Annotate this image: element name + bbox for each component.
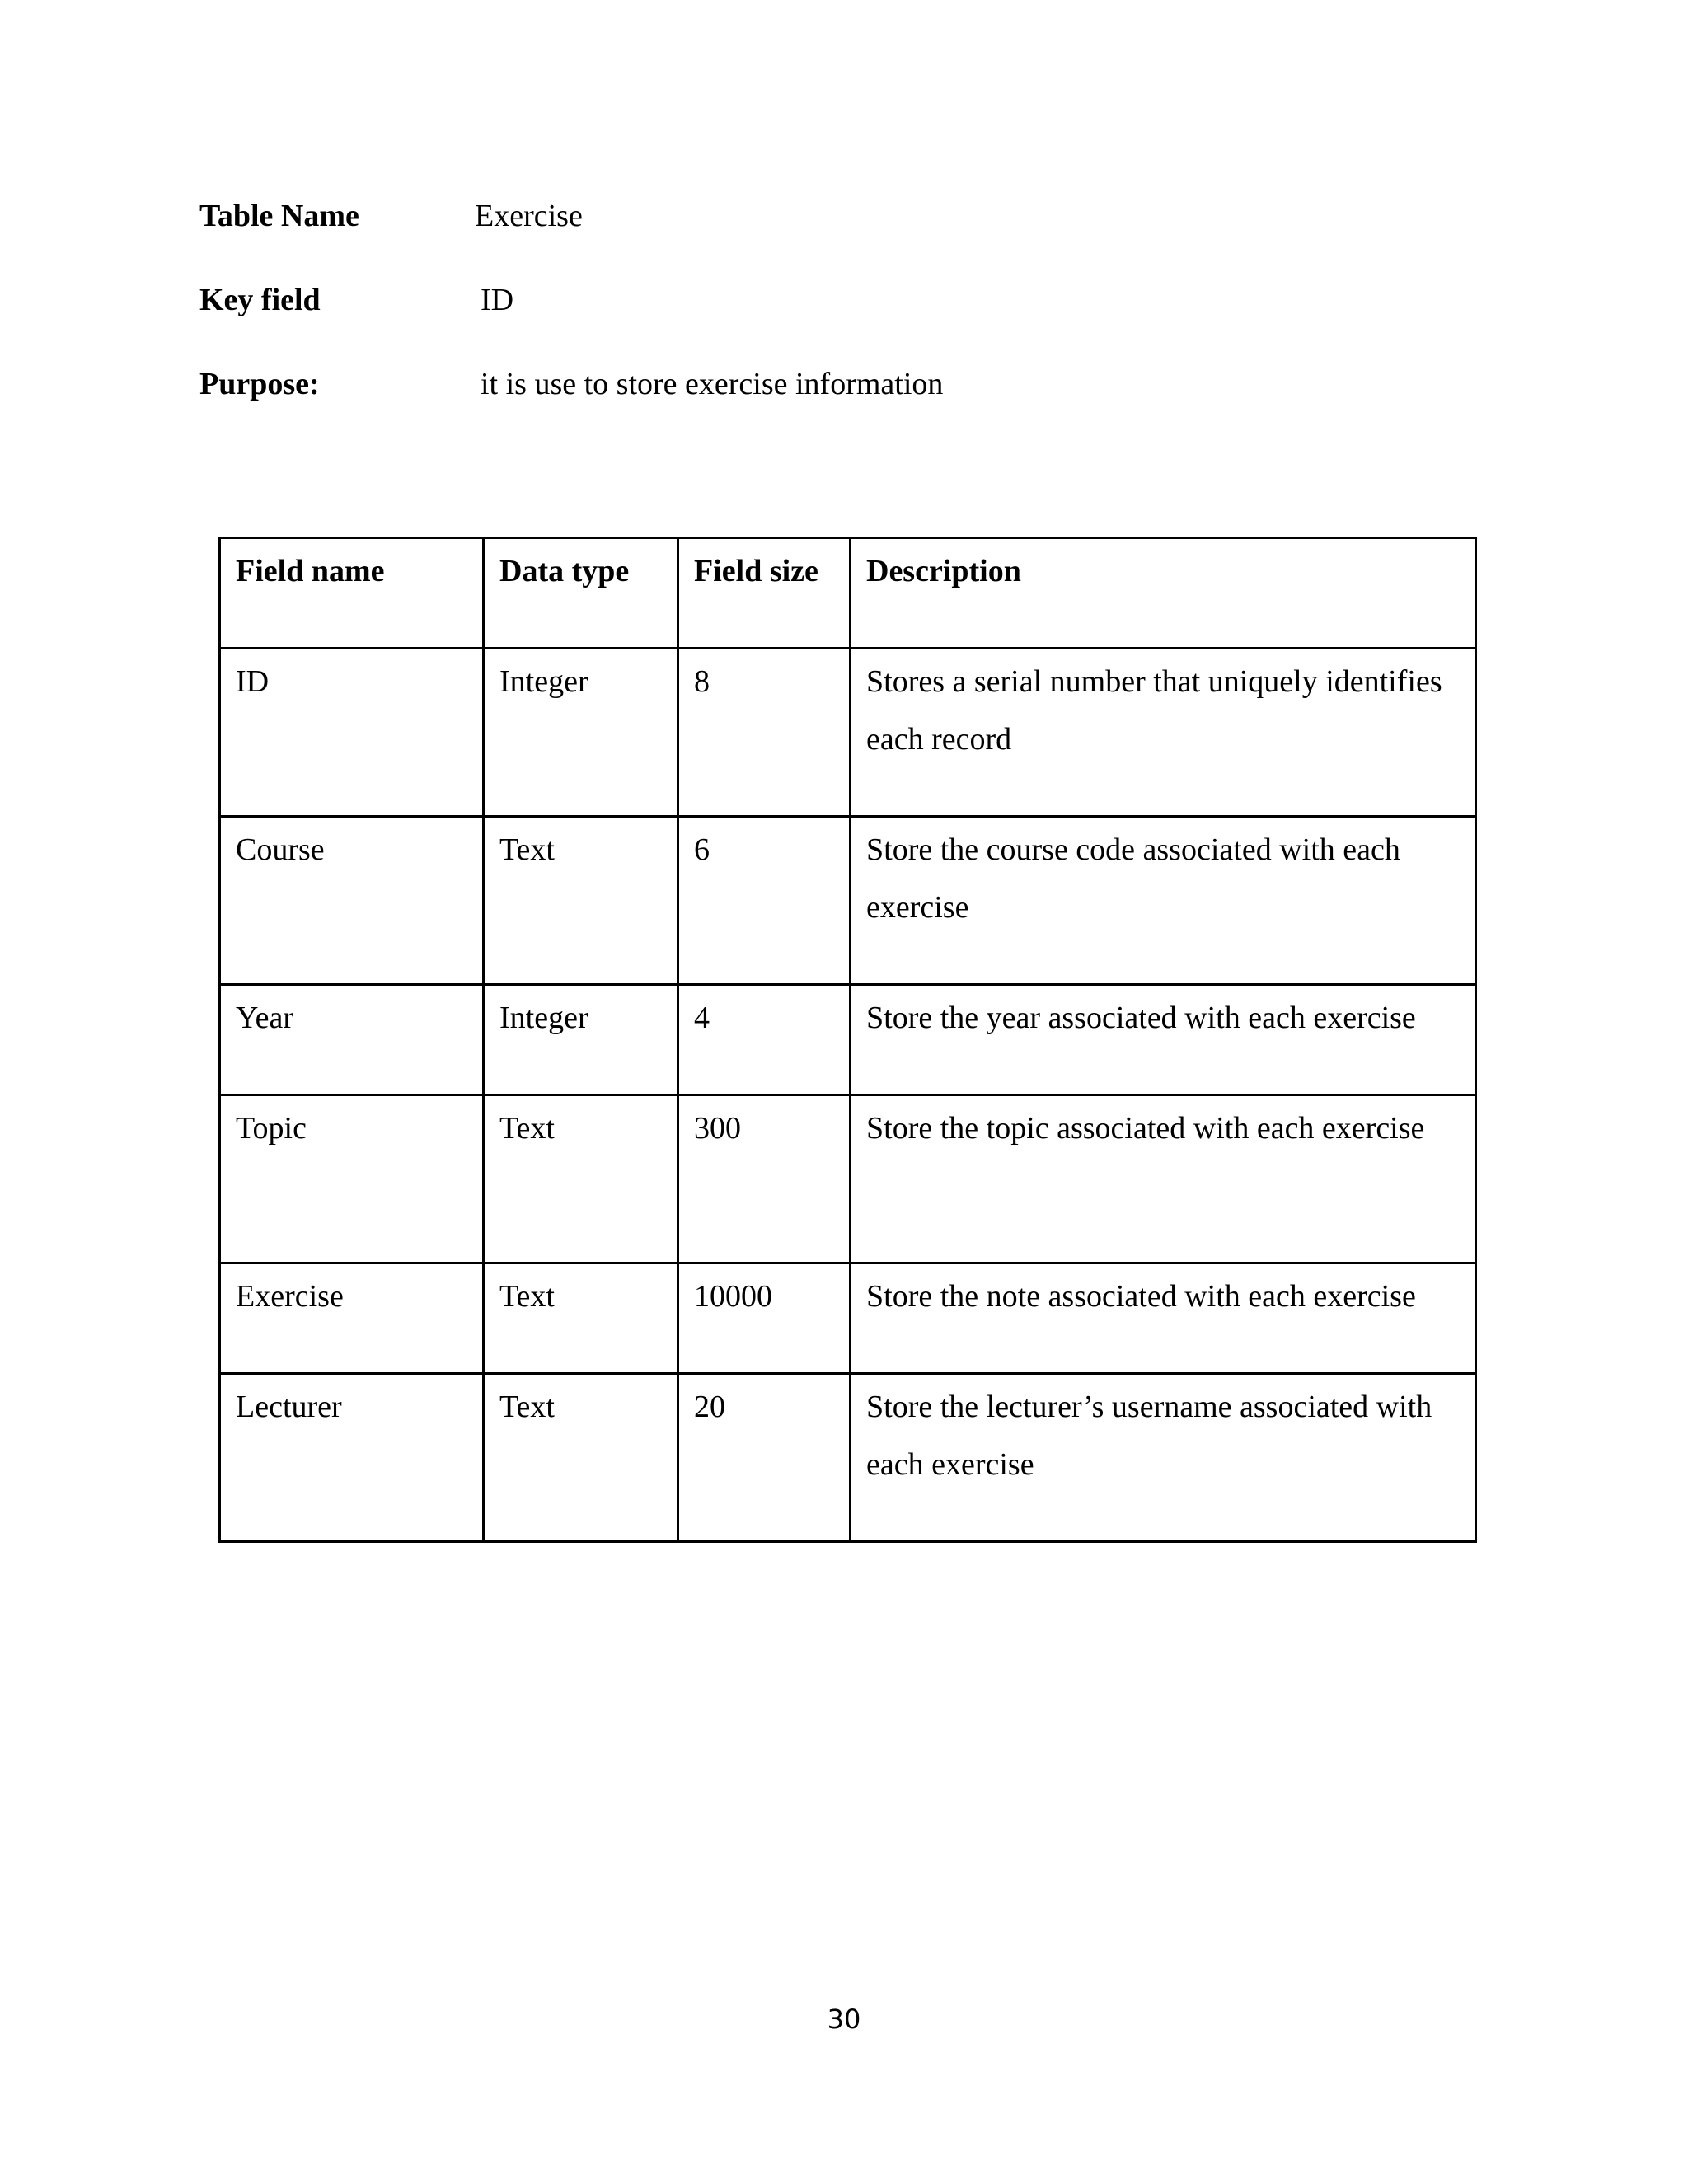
cell-field-name: Year <box>220 985 484 1095</box>
cell-data-type: Integer <box>484 985 678 1095</box>
cell-field-name: Course <box>220 817 484 985</box>
header-data-type: Data type <box>484 538 678 649</box>
field-definition-table <box>218 537 1477 1543</box>
cell-field-size: 300 <box>678 1095 851 1263</box>
header-field-size: Field size <box>678 538 851 649</box>
cell-field-name: ID <box>220 649 484 817</box>
cell-field-size: 10000 <box>678 1263 851 1374</box>
table-row <box>220 1095 1476 1263</box>
table-row <box>220 649 1476 817</box>
cell-description: Store the course code associated with each exercise <box>851 817 1476 985</box>
cell-field-name: Topic <box>220 1095 484 1263</box>
cell-field-size: 8 <box>678 649 851 817</box>
table-header-row <box>220 538 1476 649</box>
key-field-label: Key field <box>199 283 321 317</box>
cell-field-size: 4 <box>678 985 851 1095</box>
cell-data-type: Text <box>484 1374 678 1542</box>
table-row <box>220 1374 1476 1542</box>
page-number: 30 <box>827 2004 861 2035</box>
cell-description: Store the note associated with each exercise <box>851 1263 1476 1374</box>
cell-data-type: Text <box>484 1263 678 1374</box>
header-description: Description <box>851 538 1476 649</box>
cell-field-size: 6 <box>678 817 851 985</box>
purpose-label: Purpose: <box>199 367 320 401</box>
table-row <box>220 985 1476 1095</box>
table-name-value: Exercise <box>475 199 583 233</box>
cell-data-type: Text <box>484 1095 678 1263</box>
table-row <box>220 1263 1476 1374</box>
cell-field-size: 20 <box>678 1374 851 1542</box>
cell-description: Store the lecturer’s username associated with each exercise <box>851 1374 1476 1542</box>
cell-description: Store the topic associated with each exercise <box>851 1095 1476 1263</box>
table-row <box>220 817 1476 985</box>
cell-field-name: Lecturer <box>220 1374 484 1542</box>
table-name-label: Table Name <box>199 199 359 233</box>
key-field-value: ID <box>481 283 514 317</box>
cell-description: Stores a serial number that uniquely identifies each record <box>851 649 1476 817</box>
header-field-name: Field name <box>220 538 484 649</box>
purpose-value: it is use to store exercise information <box>481 367 944 401</box>
cell-data-type: Integer <box>484 649 678 817</box>
cell-data-type: Text <box>484 817 678 985</box>
cell-field-name: Exercise <box>220 1263 484 1374</box>
cell-description: Store the year associated with each exercise <box>851 985 1476 1095</box>
